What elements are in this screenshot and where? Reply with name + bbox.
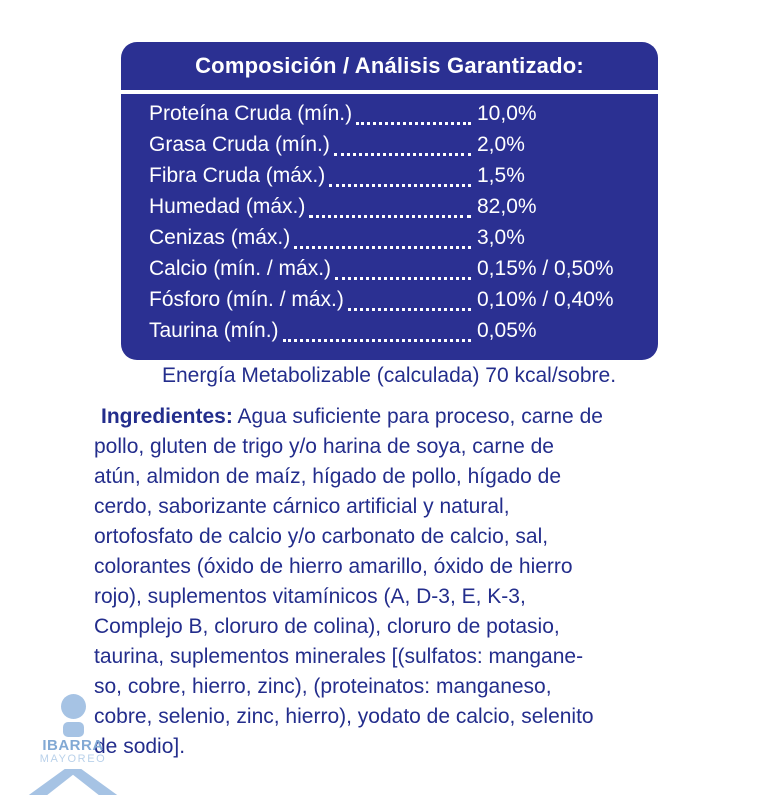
ingredients-line: cerdo, saborizante cárnico artificial y natural, <box>94 495 510 518</box>
ingredients-line <box>94 402 700 432</box>
dot-leader <box>348 308 471 311</box>
energy-line: Energía Metabolizable (calculada) 70 kcal/sobre. <box>161 364 617 387</box>
dot-leader <box>309 215 471 218</box>
analysis-row-protein <box>149 102 632 133</box>
logo-brand-text: IBARRA <box>42 737 104 754</box>
row-value: 0,05% <box>477 319 537 342</box>
row-value: 3,0% <box>477 226 525 249</box>
row-label: Taurina (mín.) <box>149 319 279 342</box>
logo-person-legs-icon <box>27 769 119 795</box>
logo-person-head-icon <box>61 694 86 719</box>
analysis-row-fat <box>149 133 632 164</box>
row-label: Fósforo (mín. / máx.) <box>149 288 344 311</box>
row-label: Calcio (mín. / máx.) <box>149 257 332 280</box>
dot-leader <box>335 277 471 280</box>
analysis-row-taurine <box>149 319 632 350</box>
dot-leader <box>334 153 471 156</box>
panel-body <box>121 94 658 360</box>
analysis-row-ash <box>149 226 632 257</box>
row-value: 82,0% <box>477 195 537 218</box>
ibarra-logo <box>27 694 119 795</box>
panel-header <box>121 42 658 90</box>
logo-sub-text: MAYOREO <box>39 753 107 765</box>
ingredients-line: colorantes (óxido de hierro amarillo, óxido de hierro <box>94 555 573 578</box>
ingredients-line: Complejo B, cloruro de colina), cloruro de potasio, <box>94 615 560 638</box>
ingredients-line: rojo), suplementos vitamínicos (A, D-3, E, K-3, <box>94 585 526 608</box>
analysis-row-fiber <box>149 164 632 195</box>
ingredients-line: ortofosfato de calcio y/o carbonato de calcio, sal, <box>94 525 549 548</box>
ingredients-line: pollo, gluten de trigo y/o harina de soya, carne de <box>94 435 554 458</box>
row-label: Grasa Cruda (mín.) <box>149 133 330 156</box>
analysis-row-moisture <box>149 195 632 226</box>
ingredients-line: cobre, selenio, zinc, hierro), yodato de calcio, selenito <box>94 705 594 728</box>
panel-title: Composición / Análisis Garantizado: <box>195 53 584 78</box>
row-label: Proteína Cruda (mín.) <box>149 102 353 125</box>
ingredients-line: atún, almidon de maíz, hígado de pollo, hígado de <box>94 465 562 488</box>
ingredients-paragraph <box>94 402 700 762</box>
row-label: Humedad (máx.) <box>149 195 306 218</box>
analysis-row-calcium <box>149 257 632 288</box>
row-label: Cenizas (máx.) <box>149 226 291 249</box>
composition-panel <box>121 42 658 360</box>
row-value: 10,0% <box>477 102 537 125</box>
row-value: 1,5% <box>477 164 525 187</box>
ingredients-line: taurina, suplementos minerales [(sulfatos: mangane- <box>94 645 584 668</box>
analysis-row-phosphorus <box>149 288 632 319</box>
dot-leader <box>356 122 471 125</box>
row-value: 0,15% / 0,50% <box>477 257 614 280</box>
ingredients-line: so, cobre, hierro, zinc), (proteinatos: manganeso, <box>94 675 552 698</box>
ingredients-label: Ingredientes: <box>101 405 233 428</box>
dot-leader <box>283 339 471 342</box>
logo-person-torso-icon <box>63 722 84 737</box>
row-value: 0,10% / 0,40% <box>477 288 614 311</box>
dot-leader <box>294 246 471 249</box>
dot-leader <box>329 184 471 187</box>
ingredients-line: de sodio]. <box>94 735 186 758</box>
row-value: 2,0% <box>477 133 525 156</box>
row-label: Fibra Cruda (máx.) <box>149 164 326 187</box>
ingredients-text: Agua suficiente para proceso, carne de <box>232 405 603 428</box>
